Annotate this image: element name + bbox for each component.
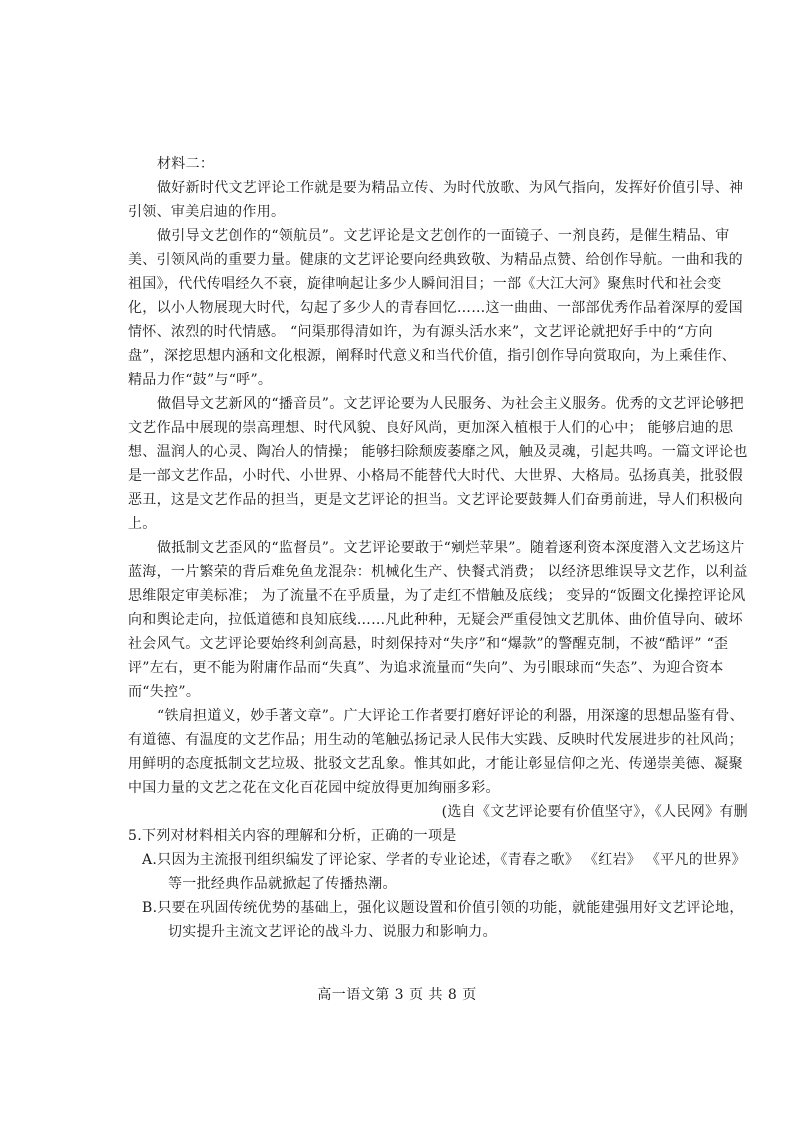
question-stem: 5.下列对材料相关内容的理解和分析，正确的一项是: [128, 828, 457, 844]
option-a: A.只因为主流报刊组织编发了评论家、学者的专业论述，《青春之歌》 《红岩》 《平凡的世界》等一批经典作品就掀起了传播热潮。: [142, 852, 746, 892]
paragraph-supervisor: 做抵制文艺歪风的“监督员”。文艺评论要敢于“剜烂苹果”。随着逐利资本深度潜入文艺场这片蓝海，一片繁荣的背后难免鱼龙混杂：机械化生产、快餐式消费； 以经济思维误导文艺作，以利益思维限定审美标准； 为了流量不在乎质量，为了走红不惜触及底线； 变异的“饭圈文化操控评论风向和舆论走向，拉低道德和良知底线……凡此种种，无疑会严重侵蚀文艺肌体、曲价值导向、破坏社会风气。文艺评论要始终利剑高悬，时刻保持对“失序”和“爆款”的警醒克制，不被“酷评” “歪评”左右，更不能为附庸作品而“失真”、为追求流量而“失向”、为引眼球而“失态”、为迎合资本而“失控”。: [128, 540, 748, 700]
page-footer: 高一语文第 3 页 共 8 页: [317, 987, 477, 1003]
paragraph-broadcaster: 做倡导文艺新风的“播音员”。文艺评论要为人民服务、为社会主义服务。优秀的文艺评论够把文艺作品中展现的崇高理想、时代风貌、良好风尚，更加深入植根于人们的心中； 能够启迪的思想、温润人的心灵、陶冶人的情操； 能够扫除颓废萎靡之风，触及灵魂，引起共鸣。一篇文评论也是一部文艺作品，小时代、小世界、小格局不能替代大时代、大世界、大格局。弘扬真美，批驳假恶丑，这是文艺作品的担当，更是文艺评论的担当。文艺评论要鼓舞人们奋勇前进，导人们积极向上。: [128, 396, 748, 532]
page-body: [128, 152, 748, 944]
option-b: B.只要在巩固传统优势的基础上，强化议题设置和价值引领的功能，就能建强用好文艺评论地，切实提升主流文艺评论的战斗力、说服力和影响力。: [142, 900, 744, 940]
material-heading: 材料二：: [157, 156, 215, 172]
paragraph-intro: 做好新时代文艺评论工作就是要为精品立传、为时代放歌、为风气指向，发挥好价值引导、神引领、审美启迪的作用。: [128, 180, 744, 220]
source-citation: (选自《文艺评论要有价值坚守》，《人民网》有删: [441, 804, 748, 820]
paragraph-conclusion: “铁肩担道义，妙手著文章”。广大评论工作者要打磨好评论的利器，用深邃的思想品鉴有骨、有道德、有温度的文艺作品；用生动的笔触弘扬记录人民伟大实践、反映时代发展进步的社风尚； 用鲜明的态度抵制文艺垃圾、批驳文艺乱象。惟其如此，才能让彰显信仰之光、传递崇美德、凝聚中国力量的文艺之花在文化百花园中绽放得更加绚丽多彩。: [128, 708, 744, 796]
paragraph-navigator: 做引导文艺创作的“领航员”。文艺评论是文艺创作的一面镜子、一剂良药，是催生精品、审美、引领风尚的重要力量。健康的文艺评论要向经典致敬、为精品点赞、给创作导航。一曲和我的祖国》，代代传唱经久不衰，旋律响起让多少人瞬间泪目；一部《大江大河》聚焦时代和社会变化，以小人物展现大时代，勾起了多少人的青春回忆……这一曲曲、一部部优秀作品着深厚的爱国情怀、浓烈的时代情感。 “问渠那得清如许，为有源头活水来”，文艺评论就把好手中的“方向盘”，深挖思想内涵和文化根源，阐释时代意义和当代价值，指引创作导向赏取向，为上乘佳作、精品力作“鼓”与“呼”。: [128, 228, 743, 388]
